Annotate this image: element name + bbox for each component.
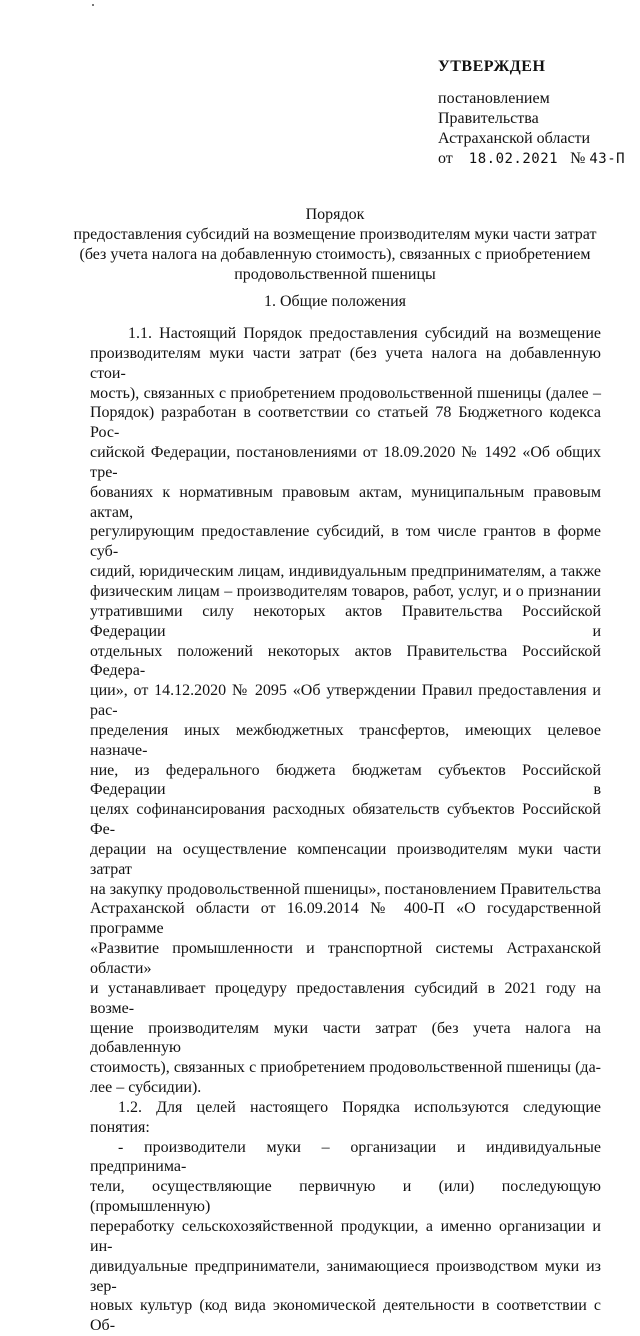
paragraph-line: лее – субсидии). (90, 1079, 202, 1097)
approval-line: Правительства (438, 110, 539, 127)
paragraph-line: на закупку продовольственной пшеницы», постановлением Правительства (90, 880, 601, 898)
section-heading: 1. Общие положения (263, 293, 407, 310)
title-line: Порядок (305, 206, 365, 223)
title-line: предоставления субсидий на возмещение производителям муки части затрат (73, 226, 597, 243)
paragraph-line: целях софинансирования расходных обязательств субъектов Российской Фе- (90, 801, 601, 839)
paragraph-line: 1.2. Для целей настоящего Порядка используются следующие понятия: (90, 1098, 601, 1136)
paragraph-line: сийской Федерации, постановлениями от 18.09.2020 № 1492 «Об общих тре- (90, 444, 601, 481)
scan-speck (92, 4, 94, 6)
paragraph-line: - производители муки – организации и индивидуальные предпринима- (90, 1138, 601, 1176)
paragraph-line: пределения иных межбюджетных трансфертов, имеющих целевое назначе- (90, 721, 601, 759)
paragraph-line: сидий, юридическим лицам, индивидуальным предпринимателям, а также (90, 563, 601, 581)
paragraph-line: стоимость), связанных с приобретением продовольственной пшеницы (да- (90, 1059, 601, 1077)
approval-heading: УТВЕРЖДЕН (438, 58, 546, 75)
approval-number: 43-П (589, 151, 626, 167)
title-line: продовольственной пшеницы (234, 266, 436, 283)
number-prefix: № (570, 150, 586, 167)
date-prefix: от (438, 150, 453, 167)
paragraph-line: «Развитие промышленности и транспортной системы Астраханской области» (90, 940, 601, 977)
paragraph-line: утратившими силу некоторых актов Правительства Российской Федерации и (90, 602, 601, 640)
paragraph-line: 1.1. Настоящий Порядок предоставления субсидий на возмещение (128, 325, 601, 342)
paragraph-line: новых культур (код вида экономической деятельности в соответствии с Об- (90, 1297, 601, 1335)
paragraph-line: ции», от 14.12.2020 № 2095 «Об утверждении Правил предоставления и рас- (90, 682, 601, 720)
approval-date-line (438, 149, 625, 169)
paragraph-line: бованиях к нормативным правовым актам, муниципальным правовым актам, (90, 483, 601, 521)
paragraph-line: дивидуальные предприниматели, занимающиеся производством муки из зер- (90, 1257, 601, 1295)
paragraph-line: физическим лицам – производителям товаров, работ, услуг, и о признании (90, 582, 601, 600)
approval-line: постановлением (438, 90, 550, 107)
paragraph-line: Порядок) разработан в соответствии со статьей 78 Бюджетного кодекса Рос- (90, 404, 601, 442)
paragraph-line: производителям муки части затрат (без учета налога на добавленную стои- (90, 344, 601, 382)
title-line: (без учета налога на добавленную стоимость), связанных с приобретением (79, 246, 591, 263)
paragraph-line: переработку сельскохозяйственной продукции, а именно организации и ин- (90, 1217, 601, 1255)
approval-stamp-block (438, 57, 625, 169)
approval-date: 18.02.2021 (468, 151, 559, 167)
paragraph-line: ние, из федерального бюджета бюджетам субъектов Российской Федерации в (90, 761, 601, 799)
paragraph-line: тели, осуществляющие первичную и (или) последующую (промышленную) (90, 1178, 601, 1216)
paragraph-line: Астраханской области от 16.09.2014 № 400-П «О государственной программе (90, 900, 601, 938)
paragraph-line: регулирующим предоставление субсидий, в том числе грантов в форме суб- (90, 523, 601, 561)
document-body (90, 324, 601, 1336)
document-title (70, 205, 600, 285)
paragraph-line: дерации на осуществление компенсации производителям муки части затрат (90, 840, 601, 878)
paragraph-line: мость), связанных с приобретением продовольственной пшеницы (далее – (90, 384, 601, 402)
paragraph-line: щение производителям муки части затрат (без учета налога на добавленную (90, 1019, 601, 1057)
paragraph-line: и устанавливает процедуру предоставления субсидий в 2021 году на возме- (90, 979, 601, 1017)
approval-line: Астраханской области (438, 130, 591, 147)
paragraph-line: отдельных положений некоторых актов Правительства Российской Федера- (90, 642, 601, 680)
